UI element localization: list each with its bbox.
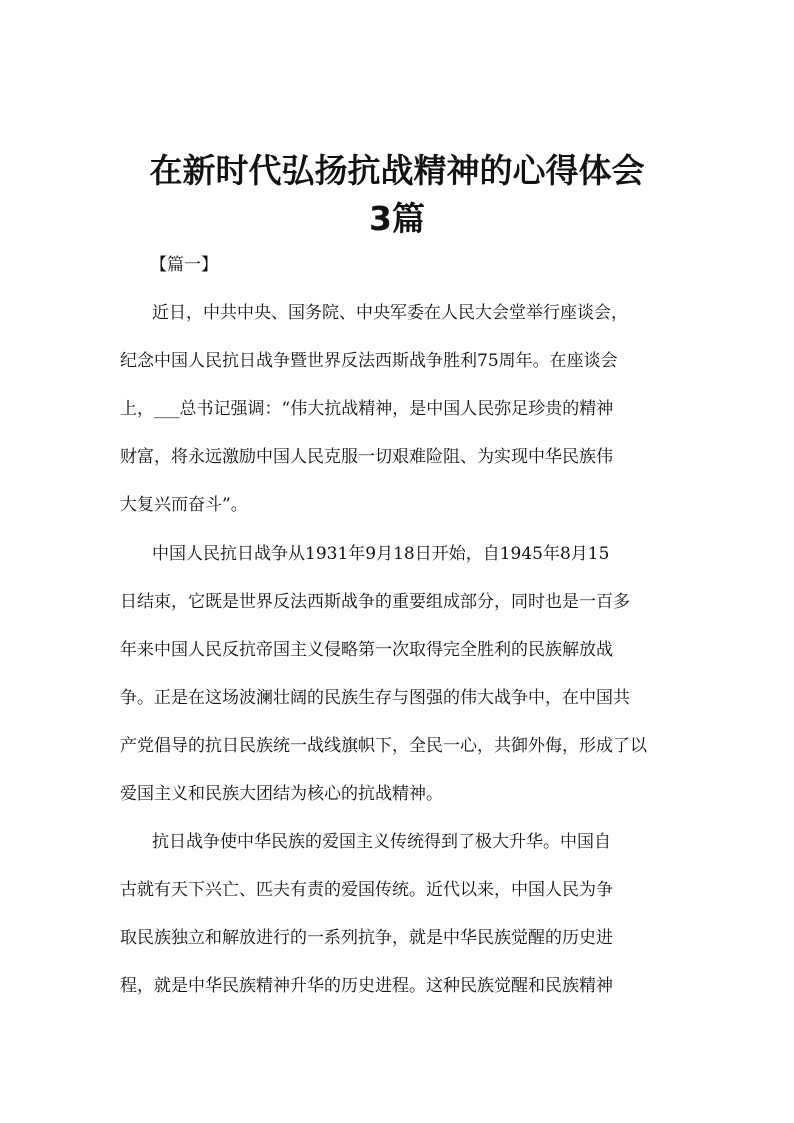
body-line: 古就有天下兴亡、匹夫有责的爱国传统。近代以来，中国人民为争	[120, 880, 613, 900]
document-title-line-2: 3篇	[369, 199, 425, 238]
body-line: 产党倡导的抗日民族统一战线旗帜下，全民一心，共御外侮，形成了以	[120, 736, 647, 756]
body-line: 爱国主义和民族大团结为核心的抗战精神。	[120, 784, 443, 804]
document-title-line-1: 在新时代弘扬抗战精神的心得体会	[149, 151, 645, 190]
body-line: 中国人民抗日战争从1931年9月18日开始，自1945年8月15	[152, 544, 610, 564]
body-line: 近日，中共中央、国务院、中央军委在人民大会堂举行座谈会，	[152, 303, 628, 323]
body-line: 日结束，它既是世界反法西斯战争的重要组成部分，同时也是一百多	[120, 592, 630, 612]
body-line: 大复兴而奋斗”。	[120, 495, 248, 515]
body-line: 财富，将永远激励中国人民克服一切艰难险阻、为实现中华民族伟	[120, 447, 613, 467]
body-line: 纪念中国人民抗日战争暨世界反法西斯战争胜利75周年。在座谈会	[120, 351, 618, 371]
body-line: 程，就是中华民族精神升华的历史进程。这种民族觉醒和民族精神	[120, 976, 613, 996]
section-label: 【篇一】	[150, 255, 218, 275]
body-line: 年来中国人民反抗帝国主义侵略第一次取得完全胜利的民族解放战	[120, 640, 613, 660]
body-line: 取民族独立和解放进行的一系列抗争，就是中华民族觉醒的历史进	[120, 928, 613, 948]
body-line: 上，___总书记强调：“伟大抗战精神，是中国人民弥足珍贵的精神	[120, 399, 614, 419]
body-line: 争。正是在这场波澜壮阔的民族生存与图强的伟大战争中，在中国共	[120, 688, 630, 708]
body-line: 抗日战争使中华民族的爱国主义传统得到了极大升华。中国自	[152, 832, 611, 852]
